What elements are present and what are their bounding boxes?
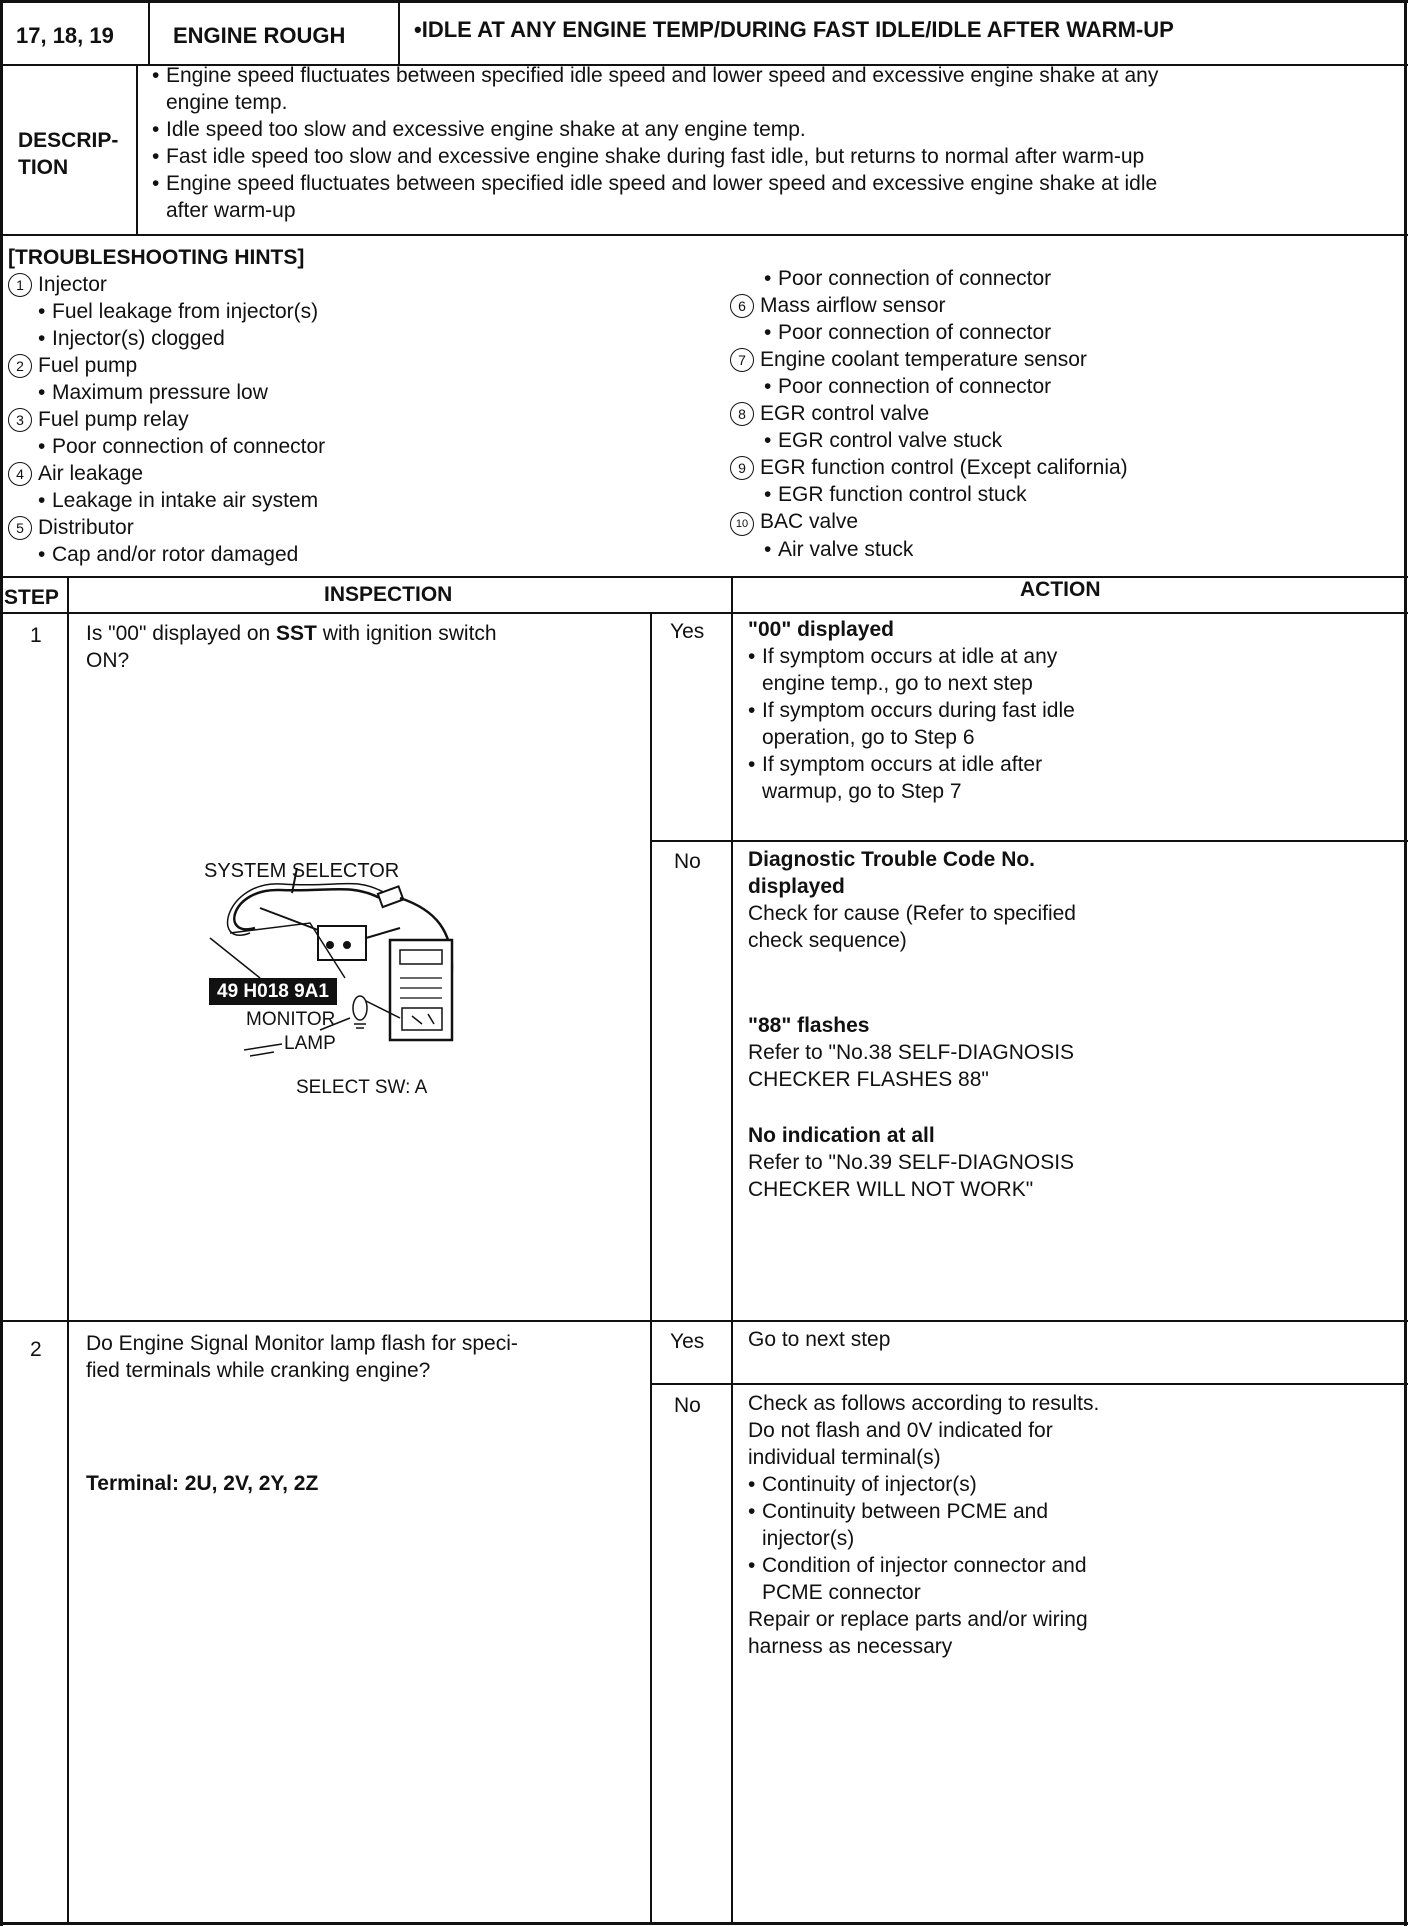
- hint-sub-item: • Injector(s) clogged: [38, 325, 325, 352]
- header-condition: •IDLE AT ANY ENGINE TEMP/DURING FAST IDLE/IDLE AFTER WARM-UP: [414, 17, 1174, 42]
- border-bottom: [0, 1922, 1408, 1925]
- hint-item: 8 EGR control valve: [730, 400, 1128, 427]
- step1-no-88-title: "88" flashes: [748, 1014, 870, 1037]
- circle-number-icon: 10: [730, 512, 754, 536]
- circle-number-icon: 7: [730, 348, 754, 372]
- step1-no-dtc-text: Check for cause (Refer to specified: [748, 902, 1076, 925]
- hint-sub-item: • Leakage in intake air system: [38, 487, 325, 514]
- hint-sub-item: • Fuel leakage from injector(s): [38, 298, 325, 325]
- step-number: 1: [30, 624, 42, 647]
- step2-no-item: • Condition of injector connector and PCME connector: [748, 1552, 1099, 1606]
- hint-sub-item: • Poor connection of connector: [38, 433, 325, 460]
- step1-yes-action: [748, 616, 1075, 805]
- hint-item: 10 BAC valve: [730, 508, 1128, 536]
- description-item: • Engine speed fluctuates between specified idle speed and lower speed and excessive engine shake at any engine temp.: [152, 62, 1397, 116]
- step1-no-88-text: Refer to "No.38 SELF-DIAGNOSIS: [748, 1041, 1075, 1064]
- step1-no-indication-text: Refer to "No.39 SELF-DIAGNOSIS: [748, 1151, 1075, 1174]
- step2-yes-label: Yes: [670, 1330, 705, 1353]
- description-list: [152, 62, 1397, 224]
- hint-sub-item: • Poor connection of connector: [764, 319, 1128, 346]
- hints-title: [TROUBLESHOOTING HINTS]: [8, 246, 305, 269]
- action-column-line: [731, 576, 733, 1922]
- hint-item: 3 Fuel pump relay: [8, 406, 325, 433]
- figure-label-system-selector: SYSTEM SELECTOR: [204, 860, 400, 882]
- step1-no-88-text-cont: CHECKER FLASHES 88": [748, 1068, 989, 1091]
- circle-number-icon: 9: [730, 456, 754, 480]
- figure-label-select-sw: SELECT SW: A: [296, 1077, 428, 1098]
- border-top: [0, 0, 1408, 3]
- step2-no-item: • Continuity between PCME and injector(s): [748, 1498, 1099, 1552]
- step2-no-item: • Continuity of injector(s): [748, 1471, 1099, 1498]
- description-item: • Fast idle speed too slow and excessive engine shake during fast idle, but returns to normal after warm-up: [152, 143, 1397, 170]
- step1-no-88: [748, 1012, 1074, 1093]
- circle-number-icon: 1: [8, 273, 32, 297]
- circle-number-icon: 4: [8, 462, 32, 486]
- description-bottom-line: [0, 234, 1408, 236]
- figure-label-lamp: LAMP: [284, 1033, 336, 1054]
- hint-sub-item: • EGR function control stuck: [764, 481, 1128, 508]
- step1-no-label: No: [674, 850, 701, 873]
- hint-item: 7 Engine coolant temperature sensor: [730, 346, 1128, 373]
- lamp-ground-lines: [244, 1028, 314, 1058]
- step1-no-action: [748, 846, 1076, 954]
- step2-question: Do Engine Signal Monitor lamp flash for speci- fied terminals while cranking engine?: [86, 1332, 518, 1382]
- step1-yes-item: • If symptom occurs at idle at any engine temp., go to next step: [748, 643, 1075, 697]
- hint-item: 4 Air leakage: [8, 460, 325, 487]
- step1-question: Is "00" displayed on SST with ignition switch ON?: [86, 622, 497, 672]
- circle-number-icon: 6: [730, 294, 754, 318]
- hint-sub-item: • Poor connection of connector: [764, 265, 1128, 292]
- step1-no-indication-text-cont: CHECKER WILL NOT WORK": [748, 1178, 1034, 1201]
- hints-left-column: [8, 271, 325, 568]
- step-column-header: STEP: [4, 586, 59, 609]
- step-separator: [0, 1320, 1408, 1322]
- inspection-column-header: INSPECTION: [324, 583, 453, 606]
- action-column-header: ACTION: [1020, 578, 1101, 601]
- hint-sub-item: • Maximum pressure low: [38, 379, 325, 406]
- hint-sub-item: • EGR control valve stuck: [764, 427, 1128, 454]
- table-header-bottom-line: [0, 612, 1408, 614]
- border-left: [0, 0, 3, 1926]
- step2-terminal: Terminal: 2U, 2V, 2Y, 2Z: [86, 1472, 319, 1495]
- description-label: [18, 127, 118, 181]
- table-header-top-line: [0, 576, 1408, 578]
- circle-number-icon: 8: [730, 402, 754, 426]
- step1-no-indication-title: No indication at all: [748, 1124, 935, 1147]
- hints-right-column: [730, 265, 1128, 563]
- hint-item: 2 Fuel pump: [8, 352, 325, 379]
- hint-sub-item: • Poor connection of connector: [764, 373, 1128, 400]
- step1-yes-item: • If symptom occurs at idle after warmup, go to Step 7: [748, 751, 1075, 805]
- step1-no-dtc-title: Diagnostic Trouble Code No.: [748, 848, 1036, 871]
- hint-item: 9 EGR function control (Except california): [730, 454, 1128, 481]
- border-right: [1404, 0, 1407, 1926]
- step2-no-action: Check as follows according to results. Do not flash and 0V indicated for individual terminal(s) • Continuity of injector(s) • Continuity between PCME and injector(s) • Condition of injector connector and PCME connector Repair or replace parts and/or wiring harness as necessary: [748, 1390, 1099, 1660]
- step1-yes-item: • If symptom occurs during fast idle operation, go to Step 6: [748, 697, 1075, 751]
- circle-number-icon: 3: [8, 408, 32, 432]
- description-item: • Idle speed too slow and excessive engine shake at any engine temp.: [152, 116, 1397, 143]
- figure-label-monitor: MONITOR: [246, 1009, 336, 1030]
- step-column-line: [67, 576, 69, 1922]
- header-codes: 17, 18, 19: [16, 23, 114, 48]
- circle-number-icon: 2: [8, 354, 32, 378]
- step2-no-label: No: [674, 1394, 701, 1417]
- hint-item: 5 Distributor: [8, 514, 325, 541]
- header-title: ENGINE ROUGH: [173, 23, 346, 48]
- step1-no-dtc-text-cont: check sequence): [748, 929, 907, 952]
- step1-yes-label: Yes: [670, 620, 705, 643]
- step1-no-dtc-title-cont: displayed: [748, 875, 845, 898]
- circle-number-icon: 5: [8, 516, 32, 540]
- step1-yes-title: "00" displayed: [748, 618, 894, 641]
- step-number: 2: [30, 1338, 42, 1361]
- hint-item: 6 Mass airflow sensor: [730, 292, 1128, 319]
- header-divider-1: [148, 0, 150, 64]
- step1-no-indication: [748, 1122, 1074, 1203]
- hint-sub-item: • Cap and/or rotor damaged: [38, 541, 325, 568]
- step2-yes-action: Go to next step: [748, 1328, 891, 1351]
- step2-yes-no-separator: [650, 1383, 1408, 1385]
- tool-code-tag: 49 H018 9A1: [209, 978, 337, 1005]
- description-label-line1: DESCRIP-: [18, 129, 119, 152]
- header-divider-2: [398, 0, 400, 64]
- hint-sub-item: • Air valve stuck: [764, 536, 1128, 563]
- description-divider: [136, 64, 138, 235]
- description-item: • Engine speed fluctuates between specified idle speed and lower speed and excessive engine shake at idle after warm-up: [152, 170, 1397, 224]
- step1-yes-no-separator: [650, 840, 1408, 842]
- yesno-column-line: [650, 612, 652, 1922]
- description-label-line2: TION: [18, 156, 69, 179]
- hint-item: 1 Injector: [8, 271, 325, 298]
